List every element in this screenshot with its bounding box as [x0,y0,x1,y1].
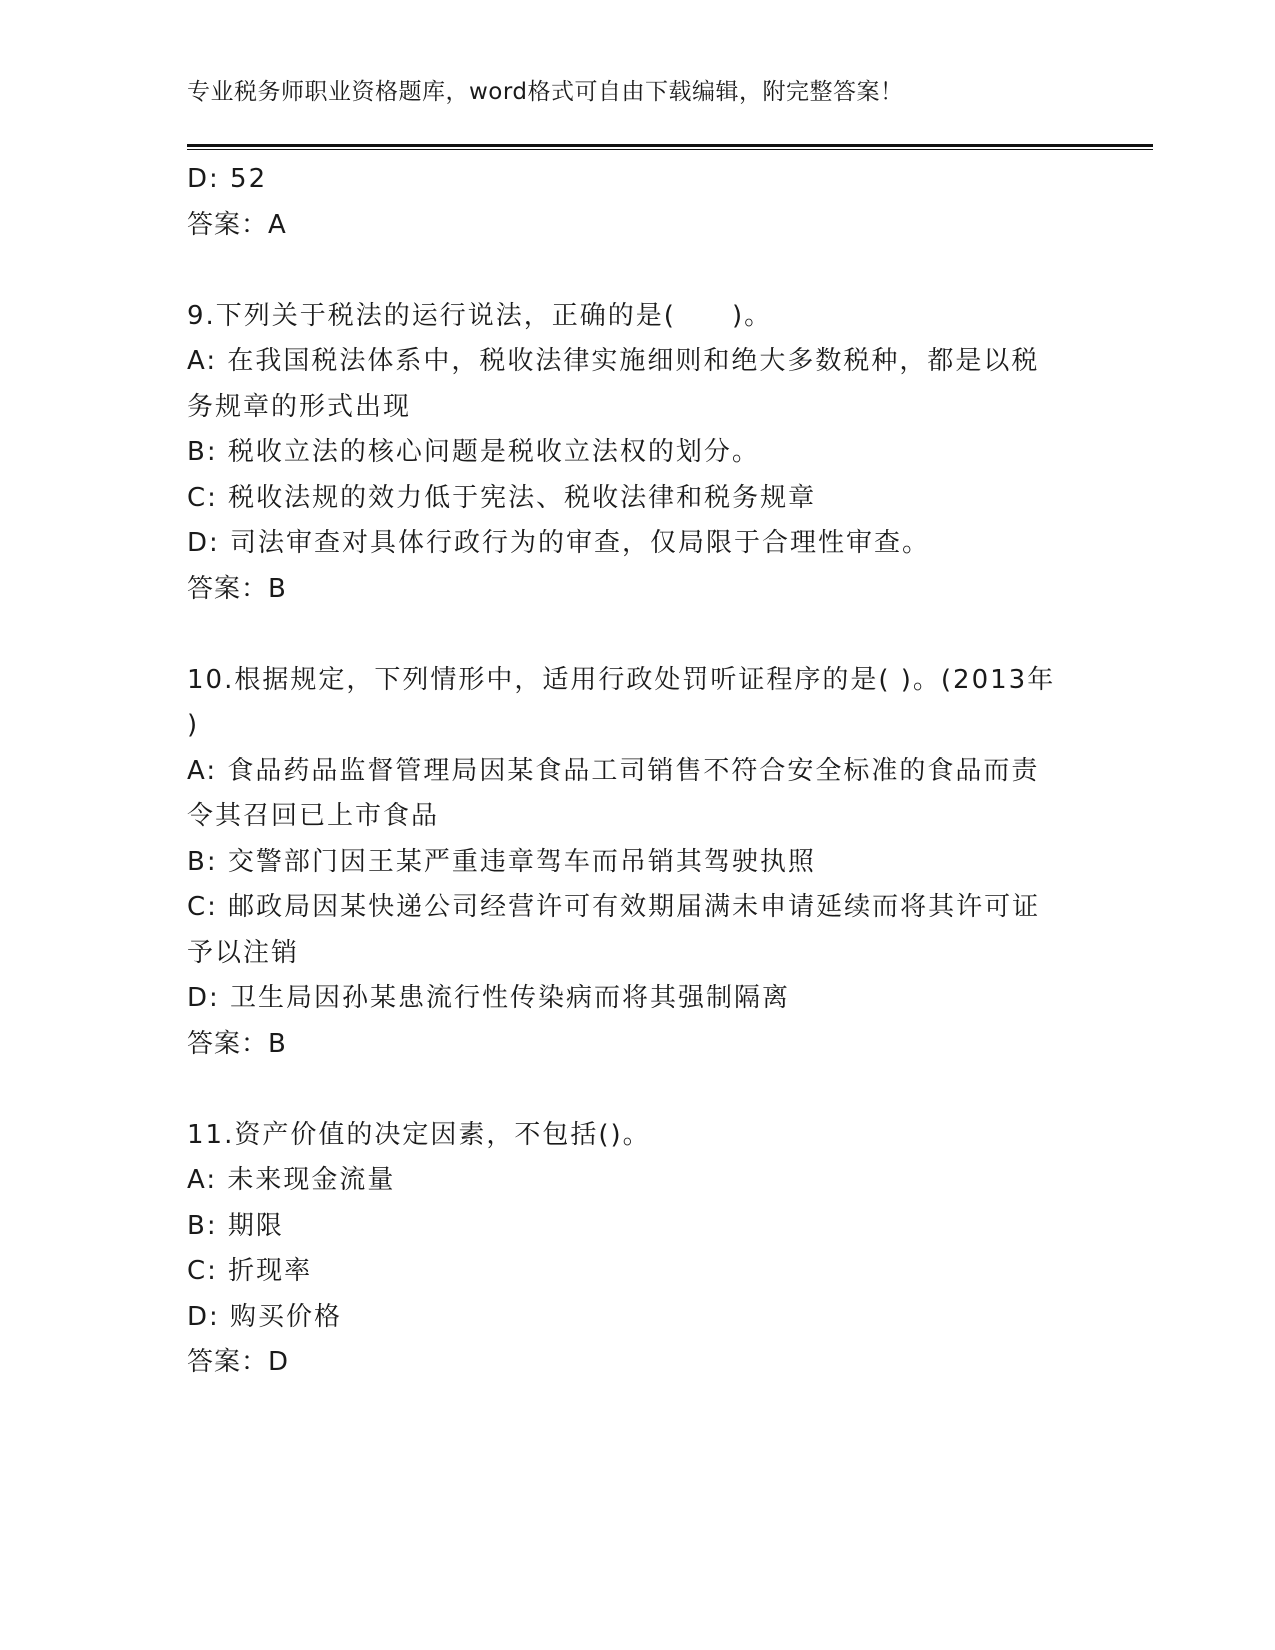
spacer [187,612,1087,658]
q9-option-c: C: 税收法规的效力低于宪法、税收法律和税务规章 [187,482,817,513]
q10-option-c-line2: 予以注销 [187,937,300,968]
q10-option-c-line1: C: 邮政局因某快递公司经营许可有效期届满未申请延续而将其许可证 [187,892,1041,922]
q9-option-a-line1: A: 在我国税法体系中，税收法律实施细则和绝大多数税种，都是以税 [187,346,1040,376]
q9-option-b: B: 税收立法的核心问题是税收立法权的划分。 [187,437,760,467]
q11-option-b: B: 期限 [187,1210,284,1241]
q9-stem: 9.下列关于税法的运行说法，正确的是( )。 [187,300,773,331]
q10-stem-line2: ) [187,710,200,740]
q11-option-d: D: 购买价格 [187,1301,343,1332]
header-rule [187,144,1153,151]
q10-option-a-line2: 令其召回已上市食品 [187,801,440,831]
q9-answer: 答案：B [187,573,287,604]
q10-option-b: B: 交警部门因王某严重违章驾车而吊销其驾驶执照 [187,846,816,877]
q9-option-d: D: 司法审查对具体行政行为的审查，仅局限于合理性审查。 [187,528,931,558]
q11-stem: 11.资产价值的决定因素，不包括()。 [187,1119,651,1150]
prev-option-d: D: 52 [187,164,268,194]
page-header: 专业税务师职业资格题库，word格式可自由下载编辑，附完整答案！ [187,79,904,105]
question-body [187,157,1087,1386]
header-rule-thick [187,144,1153,147]
q11-option-a: A: 未来现金流量 [187,1165,396,1195]
prev-answer: 答案：A [187,209,287,240]
q9-option-a-line2: 务规章的形式出现 [187,391,412,422]
question-11 [187,1113,1087,1386]
spacer [187,248,1087,294]
header-rule-thin [187,149,1153,150]
q11-option-c: C: 折现率 [187,1256,313,1286]
question-10 [187,658,1087,1068]
q11-answer: 答案：D [187,1347,290,1377]
spacer [187,1067,1087,1113]
q10-option-d: D: 卫生局因孙某患流行性传染病而将其强制隔离 [187,983,791,1013]
question-9 [187,294,1087,613]
q10-option-a-line1: A: 食品药品监督管理局因某食品工司销售不符合安全标准的食品而责 [187,755,1040,786]
q10-stem-line1: 10.根据规定，下列情形中，适用行政处罚听证程序的是( )。(2013年 [187,664,1056,695]
q10-answer: 答案：B [187,1028,287,1059]
